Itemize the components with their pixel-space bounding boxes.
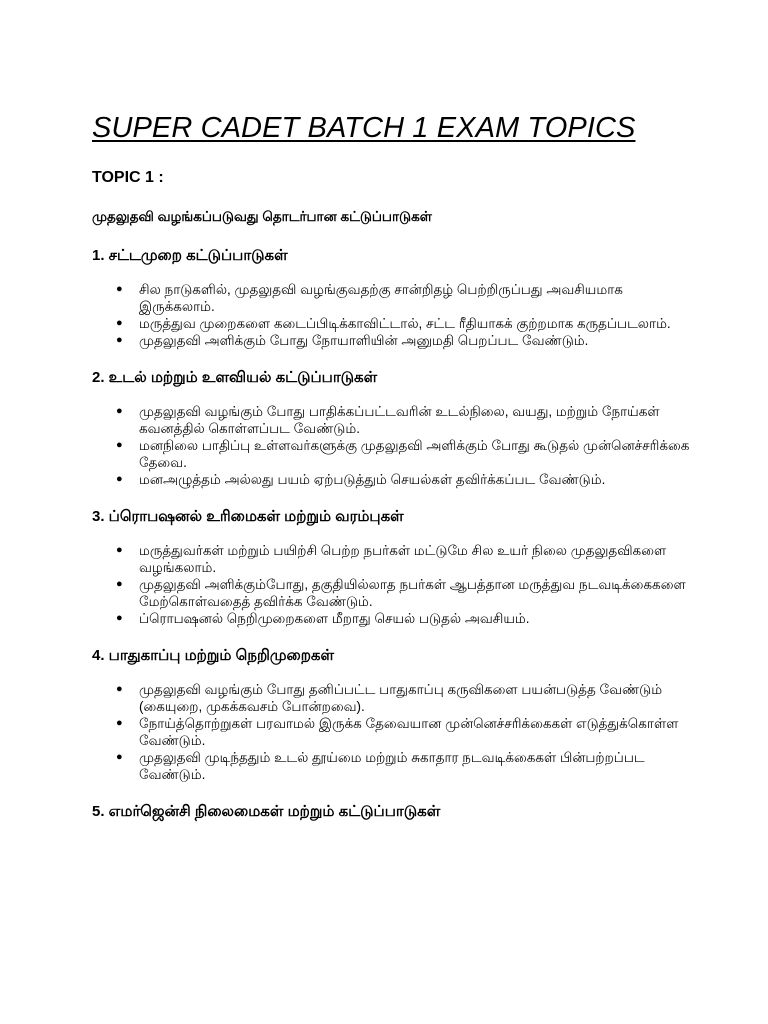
list-item-text: மருத்துவ முறைகளை கடைப்பிடிக்காவிட்டால், சட்ட ரீதியாகக் குற்றமாக கருதப்படலாம். xyxy=(139,316,671,331)
list-item xyxy=(116,715,698,749)
list-item-text: சில நாடுகளில், முதலுதவி வழங்குவதற்கு சான்றிதழ் பெற்றிருப்பது அவசியமாக இருக்கலாம். xyxy=(139,282,623,314)
list-item xyxy=(116,749,698,783)
section-heading: 1. சட்டமுறை கட்டுப்பாடுகள் xyxy=(92,247,288,264)
section-list xyxy=(92,681,698,783)
bullet-icon: ● xyxy=(116,283,123,295)
bullet-icon: ● xyxy=(116,683,123,695)
section-heading: 5. எமர்ஜென்சி நிலைமைகள் மற்றும் கட்டுப்பாடுகள் xyxy=(92,803,441,820)
list-item xyxy=(116,542,698,576)
list-item xyxy=(116,437,698,471)
section-4 xyxy=(92,647,698,783)
list-item xyxy=(116,315,698,332)
section-2 xyxy=(92,369,698,488)
list-item-text: மருத்துவர்கள் மற்றும் பயிற்சி பெற்ற நபர்கள் மட்டுமே சில உயர் நிலை முதலுதவிகளை வழங்கலாம். xyxy=(139,543,667,575)
section-1 xyxy=(92,247,698,349)
topic-subtitle: முதலுதவி வழங்கப்படுவது தொடர்பான கட்டுப்பாடுகள் xyxy=(92,209,432,224)
bullet-icon: ● xyxy=(116,578,123,590)
section-list xyxy=(92,542,698,627)
list-item xyxy=(116,681,698,715)
list-item xyxy=(116,403,698,437)
list-item xyxy=(116,471,698,488)
bullet-icon: ● xyxy=(116,544,123,556)
document-title: SUPER CADET BATCH 1 EXAM TOPICS xyxy=(92,112,636,144)
list-item-text: நோய்த்தொற்றுகள் பரவாமல் இருக்க தேவையான முன்னெச்சரிக்கைகள் எடுத்துக்கொள்ள வேண்டும். xyxy=(139,716,679,748)
section-heading: 4. பாதுகாப்பு மற்றும் நெறிமுறைகள் xyxy=(92,647,335,664)
list-item-text: மனநிலை பாதிப்பு உள்ளவர்களுக்கு முதலுதவி அளிக்கும் போது கூடுதல் முன்னெச்சரிக்கை தேவை. xyxy=(139,438,690,470)
bullet-icon: ● xyxy=(116,334,123,346)
bullet-icon: ● xyxy=(116,405,123,417)
list-item-text: மனஅழுத்தம் அல்லது பயம் ஏற்படுத்தும் செயல்கள் தவிர்க்கப்பட வேண்டும். xyxy=(139,472,606,487)
bullet-icon: ● xyxy=(116,473,123,485)
section-heading: 2. உடல் மற்றும் உளவியல் கட்டுப்பாடுகள் xyxy=(92,369,378,386)
section-5 xyxy=(92,803,698,822)
list-item-text: ப்ரொபஷனல் நெறிமுறைகளை மீறாது செயல் படுதல் அவசியம். xyxy=(139,611,530,626)
list-item xyxy=(116,576,698,610)
list-item-text: முதலுதவி வழங்கும் போது பாதிக்கப்பட்டவரின் உடல்நிலை, வயது, மற்றும் நோய்கள் கவனத்தில் கொள்ளப்பட வேண்டும். xyxy=(139,404,660,436)
list-item-text: முதலுதவி முடிந்ததும் உடல் தூய்மை மற்றும் சுகாதார நடவடிக்கைகள் பின்பற்றப்பட வேண்டும். xyxy=(139,750,645,782)
topic-label: TOPIC 1 : xyxy=(92,169,164,186)
list-item-text: முதலுதவி அளிக்கும் போது நோயாளியின் அனுமதி பெறப்பட வேண்டும். xyxy=(139,333,589,348)
list-item xyxy=(116,332,698,349)
list-item xyxy=(116,281,698,315)
bullet-icon: ● xyxy=(116,717,123,729)
section-list xyxy=(92,281,698,349)
list-item-text: முதலுதவி அளிக்கும்போது, தகுதியில்லாத நபர்கள் ஆபத்தான மருத்துவ நடவடிக்கைகளை மேற்கொள்வதைத் தவிர்க்க வேண்டும். xyxy=(139,577,686,609)
list-item xyxy=(116,610,698,627)
list-item-text: முதலுதவி வழங்கும் போது தனிப்பட்ட பாதுகாப்பு கருவிகளை பயன்படுத்த வேண்டும் (கையுறை, முகக்கவசம் போன்றவை). xyxy=(139,682,663,714)
section-list xyxy=(92,403,698,488)
bullet-icon: ● xyxy=(116,317,123,329)
bullet-icon: ● xyxy=(116,751,123,763)
bullet-icon: ● xyxy=(116,439,123,451)
section-3 xyxy=(92,508,698,627)
section-heading: 3. ப்ரொபஷனல் உரிமைகள் மற்றும் வரம்புகள் xyxy=(92,508,404,525)
bullet-icon: ● xyxy=(116,612,123,624)
